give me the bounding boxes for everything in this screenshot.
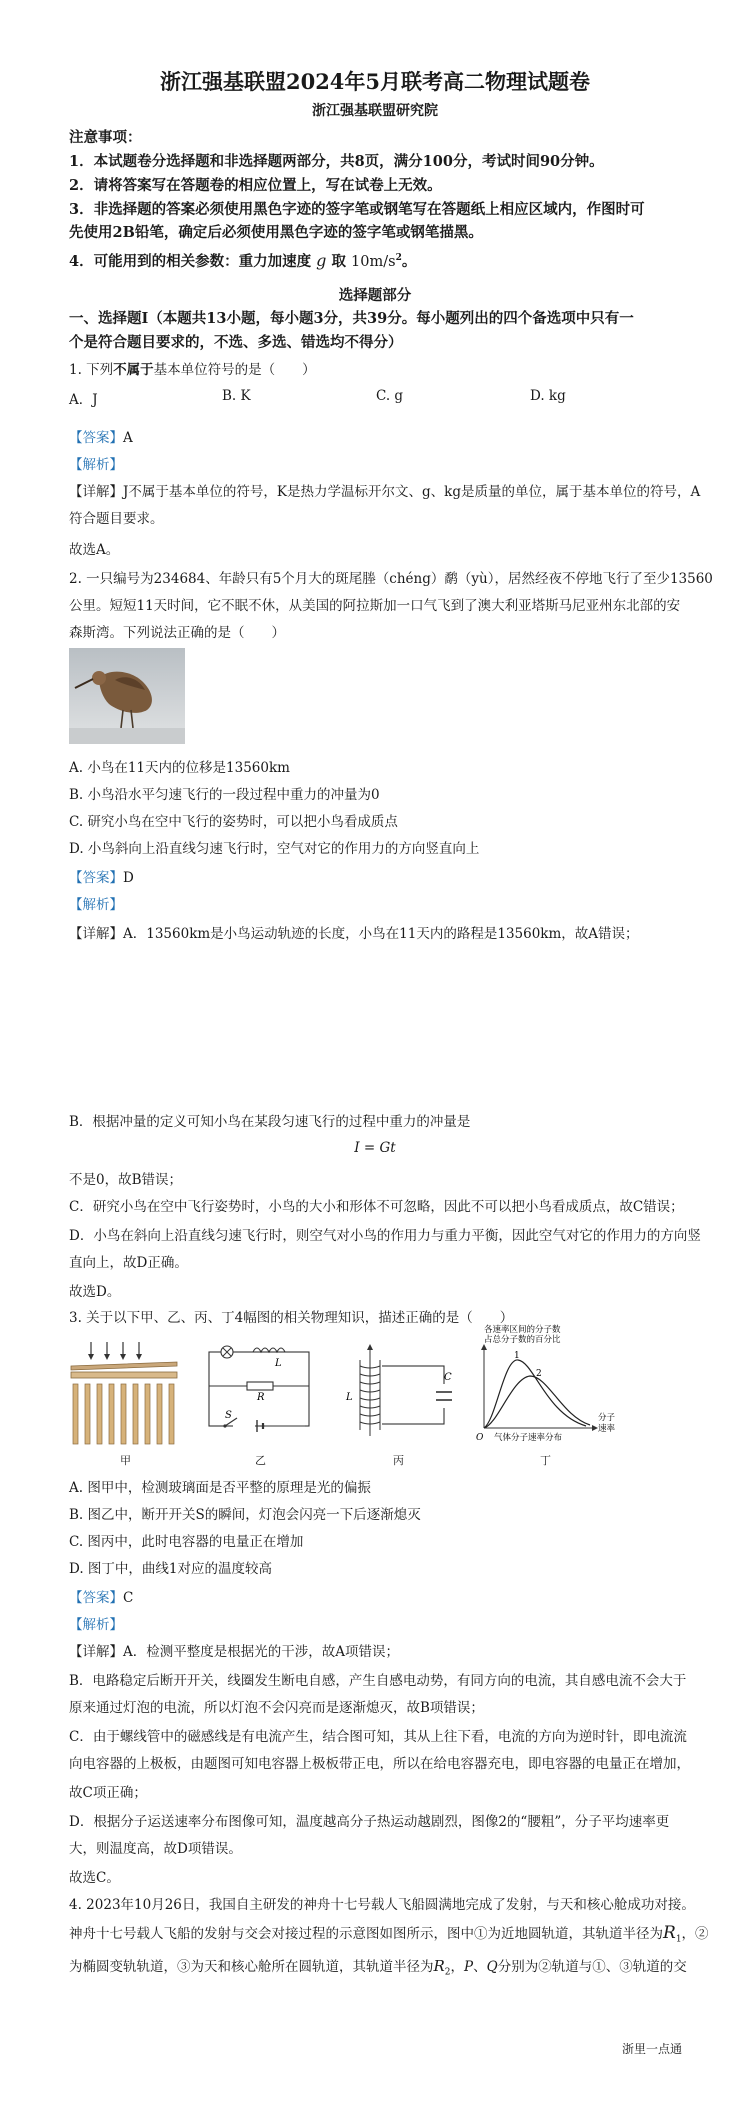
q2-detail-c: 不是0，故B错误； — [69, 1172, 183, 1188]
q2-analysis-tag: 【解析】 — [69, 897, 123, 913]
figure-bing-capacitor-label: C — [444, 1372, 452, 1383]
note-4-take: 取 — [331, 253, 346, 270]
figure-jia — [69, 1340, 179, 1454]
answer-tag: 【答案】 — [69, 1590, 123, 1606]
figure-ding-ylabel-a: 各速率区间的分子数 — [484, 1325, 561, 1335]
point-p: P — [464, 1959, 474, 1975]
q3-answer-value: C — [123, 1590, 134, 1606]
answer-tag: 【答案】 — [69, 430, 123, 446]
figure-bing — [340, 1340, 460, 1444]
figure-bing-coil-label: L — [346, 1392, 353, 1403]
q1-conclusion: 故选A。 — [69, 542, 120, 558]
q1-option-a: A．J — [69, 392, 98, 408]
section-heading: 选择题部分 — [338, 287, 412, 304]
q1-stem-emphasis: 不属于 — [113, 362, 154, 378]
gravity-exponent: 2 — [395, 253, 402, 264]
answer-tag: 【答案】 — [69, 870, 123, 886]
figure-ding-curve-1: 1 — [514, 1351, 520, 1361]
radius-r2: R — [433, 1957, 445, 1975]
gravity-symbol: g — [316, 251, 327, 270]
figure-ding-label: 丁 — [540, 1454, 551, 1467]
footer-watermark: 浙里一点通 — [621, 2042, 682, 2056]
q1-stem — [69, 358, 681, 378]
q4-line-b-end: ，② — [681, 1926, 709, 1942]
q1-answer — [69, 426, 681, 446]
radius-r2-subscript: 2 — [444, 1967, 451, 1978]
point-q: Q — [486, 1959, 498, 1975]
q2-stem-b: 公里。短短11天时间，它不眠不休，从美国的阿拉斯加一口气飞到了澳大利亚塔斯马尼亚州东北部的安 — [69, 598, 681, 614]
q4-line-b — [69, 1922, 709, 1945]
q1-detail-a — [69, 480, 701, 500]
q3-option-d: D. 图丁中，曲线1对应的温度较高 — [69, 1561, 273, 1577]
bird-photo — [69, 648, 185, 744]
q3-option-b: B. 图乙中，断开开关S的瞬间，灯泡会闪亮一下后逐渐熄灭 — [69, 1507, 421, 1523]
figure-yi-inductor-label: L — [275, 1358, 282, 1369]
figure-ding-ylabel-b: 占总分子数的百分比 — [484, 1335, 561, 1345]
q1-option-b: B. K — [222, 388, 251, 404]
q3-option-c: C. 图丙中，此时电容器的电量正在增加 — [69, 1534, 304, 1550]
q1-detail-text: J不属于基本单位的符号，K是热力学温标开尔文、g、kg是质量的单位，属于基本单位的符号，A — [123, 484, 701, 500]
q2-answer-value: D — [123, 870, 134, 886]
q3-detail-text: A．检测平整度是根据光的干涉，故A项错误； — [123, 1644, 399, 1660]
q2-detail-b: B．根据冲量的定义可知小鸟在某段匀速飞行的过程中重力的冲量是 — [69, 1114, 471, 1130]
q4-line-c-text: 为椭圆变轨轨道，③为天和核心舱所在圆轨道，其轨道半径为 — [69, 1959, 434, 1975]
q2-option-d: D. 小鸟斜向上沿直线匀速飞行时，空气对它的作用力的方向竖直向上 — [69, 841, 480, 857]
note-3b: 先使用2B铅笔，确定后必须使用黑色字迹的签字笔或钢笔描黑。 — [69, 224, 483, 241]
q2-detail-text: A．13560km是小鸟运动轨迹的长度，小鸟在11天内的路程是13560km，故A错误； — [123, 926, 639, 942]
figure-ding-xlabel-b: 速率 — [598, 1424, 616, 1434]
notes-heading: 注意事项： — [69, 129, 142, 146]
part1-instructions-b: 个是符合题目要求的，不选、多选、错选均不得分） — [69, 334, 403, 351]
q1-stem-pre: 1. 下列 — [69, 362, 114, 378]
q3-detail-e: 向电容器的上极板，由题图可知电容器上极板带正电，所以在给电容器充电，即电容器的电量正在增加， — [69, 1756, 690, 1772]
q3-answer — [69, 1586, 681, 1606]
page-title: 浙江强基联盟2024年5月联考高二物理试题卷 — [159, 69, 591, 94]
q3-detail-b: B．电路稳定后断开开关，线圈发生断电自感，产生自感电动势，有同方向的电流，其自感电流不会大于 — [69, 1673, 687, 1689]
q2-answer — [69, 866, 681, 886]
figure-yi-label: 乙 — [255, 1454, 266, 1467]
figure-ding-caption: 气体分子速率分布 — [494, 1433, 563, 1443]
gravity-value: 10m/s — [351, 254, 396, 270]
q4-line-b-text: 神舟十七号载人飞船的发射与交会对接过程的示意图如图所示，图中①为近地圆轨道，其轨道半径为 — [69, 1926, 663, 1942]
figure-ding-origin: O — [476, 1433, 484, 1443]
q3-detail-g: D．根据分子运送速率分布图像可知，温度越高分子热运动越剧烈，图像2的“腰粗”，分子平均速率更 — [69, 1814, 670, 1830]
note-4-end: 。 — [401, 253, 417, 270]
q2-detail-e: D．小鸟在斜向上沿直线匀速飞行时，则空气对小鸟的作用力与重力平衡，因此空气对它的作用力的方向竖 — [69, 1228, 701, 1244]
q2-stem-a: 2. 一只编号为234684、年龄只有5个月大的斑尾塍（chéng）鹬（yù），居然经夜不停地飞行了至少13560 — [69, 571, 713, 587]
q3-analysis-tag: 【解析】 — [69, 1617, 123, 1633]
impulse-formula: I = Gt — [354, 1140, 396, 1156]
note-3a: 3．非选择题的答案必须使用黑色字迹的签字笔或钢笔写在答题纸上相应区域内，作图时可 — [69, 201, 645, 218]
figure-ding-curve-2: 2 — [536, 1369, 542, 1379]
q3-detail-h: 大，则温度高，故D项错误。 — [69, 1841, 242, 1857]
radius-r1: R — [663, 1923, 676, 1943]
q4-point-separator: 、 — [473, 1959, 487, 1975]
note-4-text: 4．可能用到的相关参数：重力加速度 — [69, 253, 312, 270]
q2-option-b: B. 小鸟沿水平匀速飞行的一段过程中重力的冲量为0 — [69, 787, 380, 803]
q2-option-a: A. 小鸟在11天内的位移是13560km — [69, 760, 290, 776]
figure-ding — [476, 1324, 636, 1448]
q2-detail-f: 直向上，故D正确。 — [69, 1255, 188, 1271]
figure-jia-label: 甲 — [120, 1454, 131, 1467]
q2-stem-c: 森斯湾。下列说法正确的是（ ） — [69, 625, 285, 641]
q4-line-c — [69, 1955, 687, 1978]
q3-option-a: A. 图甲中，检测玻璃面是否平整的原理是光的偏振 — [69, 1480, 371, 1496]
q1-stem-post: 基本单位符号的是（ ） — [153, 362, 316, 378]
note-4 — [69, 250, 681, 271]
page-subtitle: 浙江强基联盟研究院 — [312, 103, 438, 119]
q3-conclusion: 故选C。 — [69, 1870, 120, 1886]
detail-tag: 【详解】 — [69, 1644, 123, 1660]
q4-line-a: 4. 2023年10月26日，我国自主研发的神舟十七号载人飞船圆满地完成了发射，与天和核心舱成功对接。 — [69, 1897, 695, 1913]
radius-r1-subscript: 1 — [675, 1934, 682, 1945]
figure-bing-label: 丙 — [393, 1454, 404, 1467]
detail-tag: 【详解】 — [69, 926, 123, 942]
part1-instructions-a: 一、选择题Ⅰ（本题共13小题，每小题3分，共39分。每小题列出的四个备选项中只有一 — [69, 310, 634, 327]
q1-answer-value: A — [123, 430, 133, 446]
figure-yi-switch-label: S — [225, 1410, 232, 1421]
q1-option-c: C. g — [376, 388, 404, 404]
q3-detail-c: 原来通过灯泡的电流，所以灯泡不会闪亮而是逐渐熄灭，故B项错误； — [69, 1700, 484, 1716]
q1-analysis-tag: 【解析】 — [69, 457, 123, 473]
q1-option-d: D. kg — [530, 388, 566, 404]
q3-detail-d: C．由于螺线管中的磁感线是有电流产生，结合图可知，其从上往下看，电流的方向为逆时针，即电流流 — [69, 1729, 687, 1745]
q2-detail-d: C．研究小鸟在空中飞行姿势时，小鸟的大小和形体不可忽略，因此不可以把小鸟看成质点，故C错误； — [69, 1199, 684, 1215]
figure-yi — [203, 1340, 315, 1444]
q2-detail-a — [69, 922, 681, 942]
q4-line-c-end: 分别为②轨道与①、③轨道的交 — [497, 1959, 687, 1975]
q2-option-c: C. 研究小鸟在空中飞行的姿势时，可以把小鸟看成质点 — [69, 814, 398, 830]
figure-yi-resistor-label: R — [257, 1392, 265, 1403]
note-1: 1．本试题卷分选择题和非选择题两部分，共8页，满分100分，考试时间90分钟。 — [69, 153, 604, 170]
note-2: 2．请将答案写在答题卷的相应位置上，写在试卷上无效。 — [69, 177, 442, 194]
q3-detail-a — [69, 1640, 681, 1660]
figure-ding-xlabel-a: 分子 — [598, 1413, 616, 1423]
q1-detail-b: 符合题目要求。 — [69, 511, 164, 527]
q4-line-c-comma: ， — [450, 1959, 465, 1975]
q3-detail-f: 故C项正确； — [69, 1785, 147, 1801]
q2-conclusion: 故选D。 — [69, 1284, 121, 1300]
detail-tag: 【详解】 — [69, 484, 123, 500]
q3-stem: 3. 关于以下甲、乙、丙、丁4幅图的相关物理知识，描述正确的是（ ） — [69, 1310, 514, 1326]
